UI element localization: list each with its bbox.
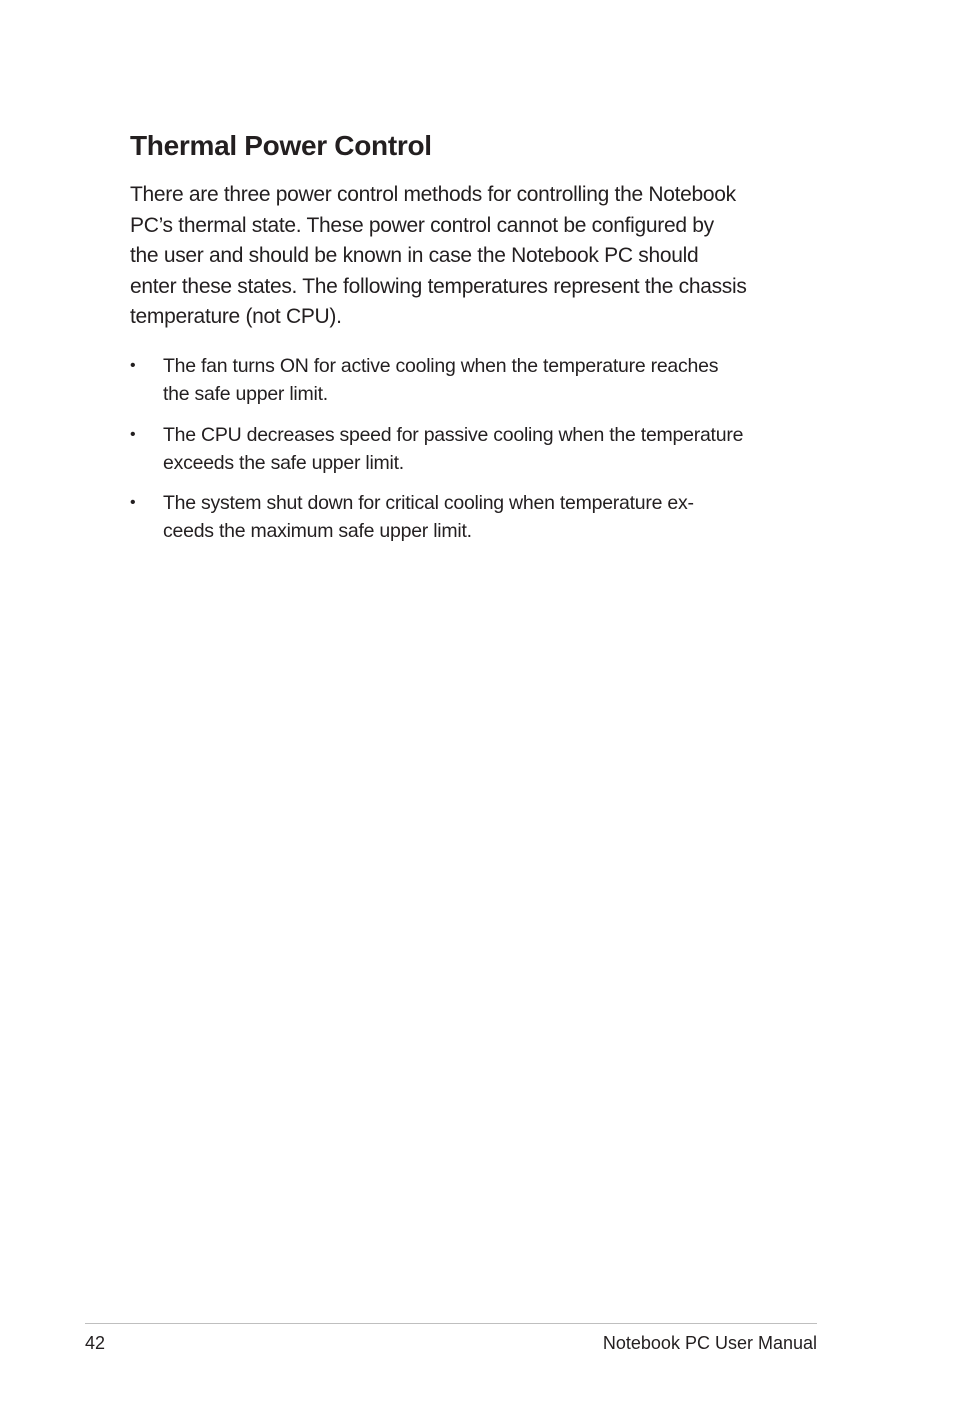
intro-line: enter these states. The following temperatures represent the chassis	[130, 274, 747, 298]
list-item-line: the safe upper limit.	[163, 383, 328, 405]
intro-line: temperature (not CPU).	[130, 305, 342, 328]
list-item-line: The CPU decreases speed for passive cooling when the temperature	[163, 423, 744, 446]
list-item	[130, 421, 830, 477]
bullet-icon: •	[130, 357, 136, 374]
intro-paragraph	[130, 180, 830, 333]
page-title: Thermal Power Control	[130, 130, 432, 161]
list-item-line: The fan turns ON for active cooling when the temperature reaches	[163, 355, 719, 377]
bullet-icon: •	[130, 494, 136, 511]
intro-line: There are three power control methods for controlling the Notebook	[130, 183, 736, 206]
bullet-icon: •	[130, 425, 136, 443]
page-number: 42	[85, 1333, 106, 1353]
document-title: Notebook PC User Manual	[602, 1333, 817, 1353]
list-item-line: ceeds the maximum safe upper limit.	[163, 520, 472, 542]
intro-line: PC’s thermal state. These power control cannot be configured by	[130, 213, 714, 237]
list-item-line: exceeds the safe upper limit.	[163, 451, 404, 474]
list-item-line: The system shut down for critical cooling when temperature ex-	[163, 492, 694, 514]
footer-divider	[85, 1323, 817, 1324]
intro-line: the user and should be known in case the Notebook PC should	[130, 244, 699, 267]
list-item	[130, 352, 830, 408]
list-item	[130, 489, 830, 545]
bullet-list	[130, 352, 830, 558]
